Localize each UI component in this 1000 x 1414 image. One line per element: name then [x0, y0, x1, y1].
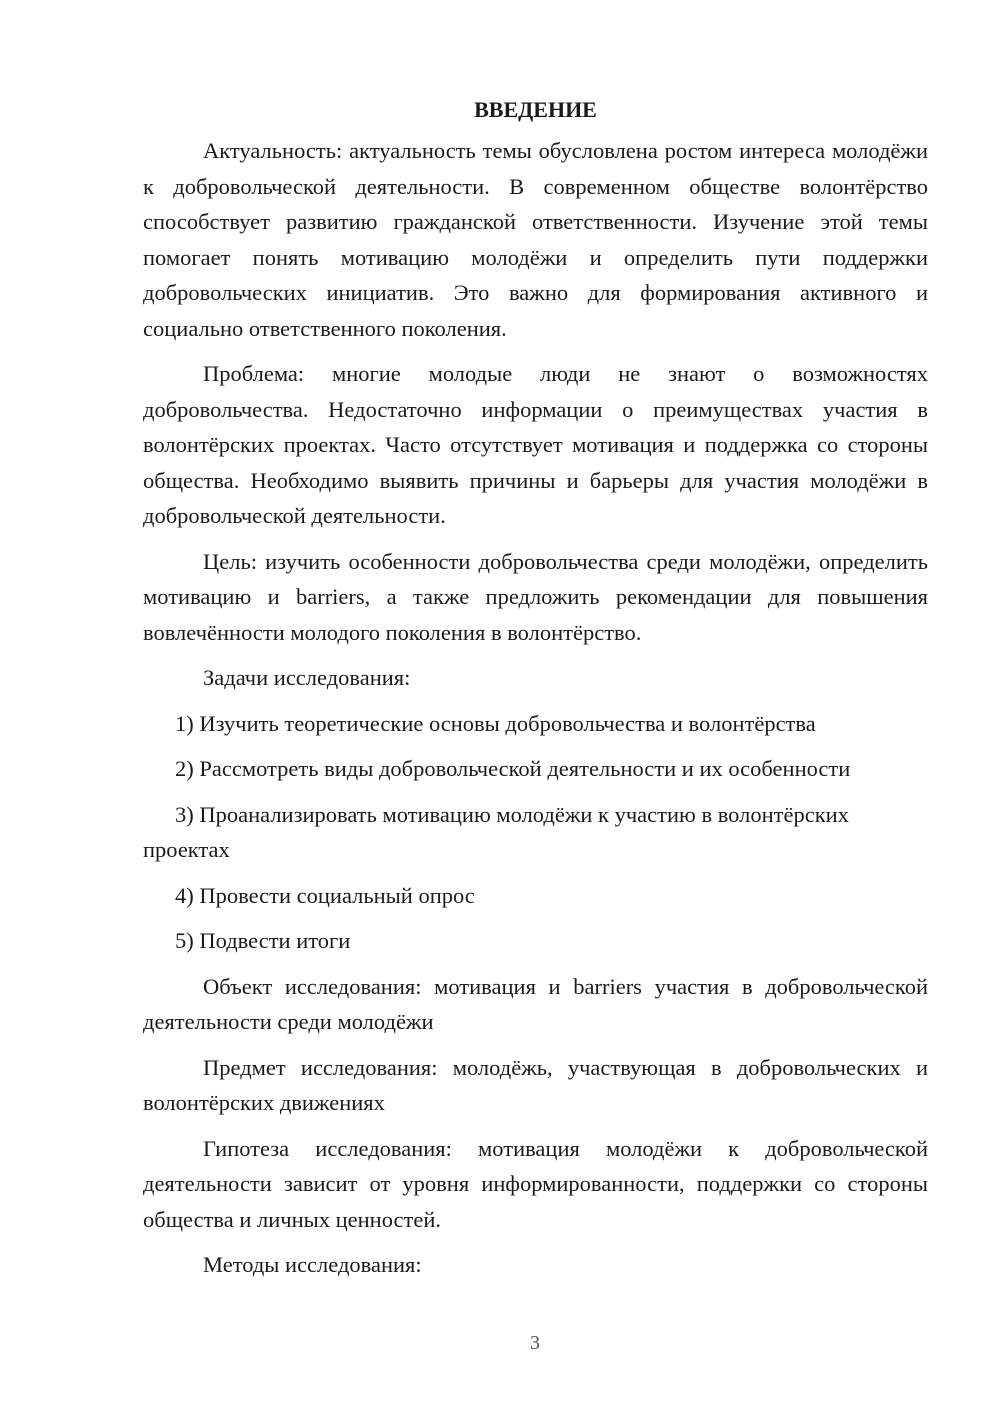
task-item-1: 1) Изучить теоретические основы добровольчества и волонтёрства: [175, 710, 816, 736]
task-item-5: 5) Подвести итоги: [175, 928, 351, 953]
task-item-2: 2) Рассмотреть виды добровольческой деятельности и их особенности: [175, 756, 851, 781]
task-item-4: 4) Провести социальный опрос: [175, 882, 475, 908]
paragraph-methods: Методы исследования:: [203, 1252, 422, 1277]
task-item-3: 3) Проанализировать мотивацию молодёжи к участию в волонтёрских проектах: [143, 801, 849, 862]
paragraph-hypothesis: Гипотеза исследования: мотивация молодёжи к добровольческой деятельности зависит от уровня информированности, поддержки со стороны общества и личных ценностей.: [143, 1135, 928, 1232]
page-number: 3: [530, 1332, 540, 1354]
tasks-heading: Задачи исследования:: [203, 665, 411, 690]
paragraph-problem: Проблема: многие молодые люди не знают о возможностях добровольчества. Недостаточно информации о преимуществах участия в волонтёрских проектах. Часто отсутствует мотивация и поддержка со стороны общества. Необходимо выявить причины и барьеры для участия молодёжи в добровольческой деятельности.: [143, 361, 928, 528]
paragraph-subject: Предмет исследования: молодёжь, участвующая в добровольческих и волонтёрских движениях: [143, 1054, 928, 1115]
paragraph-relevance: Актуальность: актуальность темы обусловлена ростом интереса молодёжи к добровольческой деятельности. В современном обществе волонтёрство способствует развитию гражданской ответственности. Изучение этой темы помогает понять мотивацию молодёжи и определить пути поддержки добровольческих инициатив. Это важно для формирования активного и социально ответственного поколения.: [143, 138, 928, 341]
paragraph-object: Объект исследования: мотивация и barriers участия в добровольческой деятельности среди молодёжи: [143, 973, 928, 1034]
paragraph-goal: Цель: изучить особенности добровольчества среди молодёжи, определить мотивацию и barriers, а также предложить рекомендации для повышения вовлечённости молодого поколения в волонтёрство.: [143, 548, 928, 645]
page-title: ВВЕДЕНИЕ: [474, 97, 597, 122]
